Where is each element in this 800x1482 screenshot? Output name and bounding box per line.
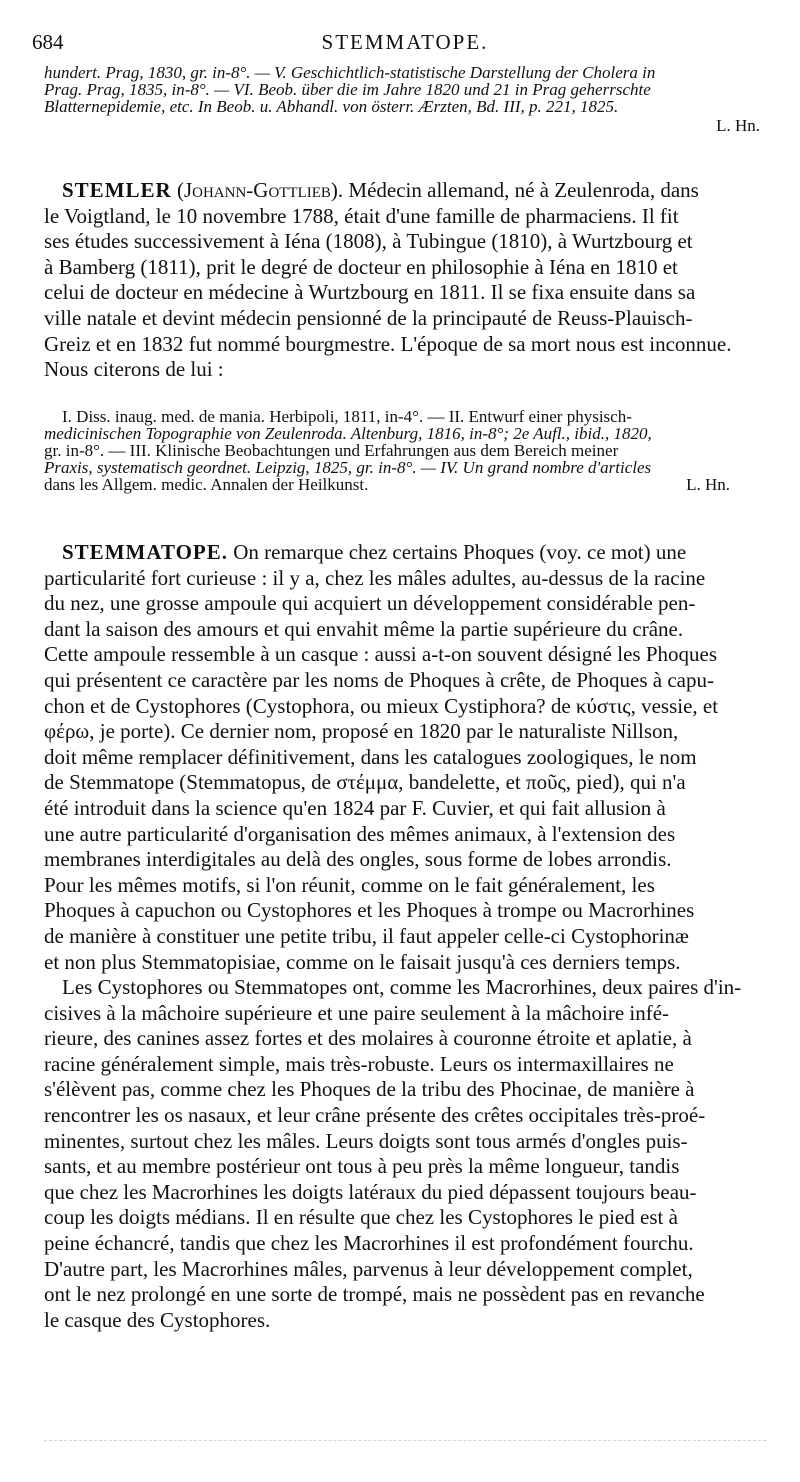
works-line: medicinischen Topographie von Zeulenroda. Altenburg, 1816, in-8°; 2e Aufl., ibid., 1820, xyxy=(44,424,652,443)
entry-text-line: du nez, une grosse ampoule qui acquiert un développement considérable pen- xyxy=(44,591,696,616)
entry-text-line: le Voigtland, le 10 novembre 1788, était d'une famille de pharmaciens. Il fit xyxy=(44,203,679,228)
entry-stemler xyxy=(44,178,766,383)
entry-text-line: été introduit dans la science qu'en 1824 par F. Cuvier, et qui fait allusion à xyxy=(44,795,666,820)
entry-text-line: ont le nez prolongé en une sorte de trompé, mais ne possèdent pas en revanche xyxy=(44,1282,705,1307)
running-title: STEMMATOPE. xyxy=(321,30,489,54)
dictionary-page xyxy=(32,0,766,1482)
entry-text-line: le casque des Cystophores. xyxy=(44,1307,271,1332)
entry-text-line: une autre particularité d'organisation des mêmes animaux, à l'extension des xyxy=(44,821,676,846)
page-bottom-rule xyxy=(44,1440,766,1443)
previous-entry-bibliography xyxy=(44,64,766,134)
entry-text-line: cisives à la mâchoire supérieure et une paire seulement à la mâchoire infé- xyxy=(44,1000,670,1025)
bibliography-line: Blatternepidemie, etc. In Beob. u. Abhandl. von österr. Ærzten, Bd. III, p. 221, 1825. xyxy=(44,97,619,116)
entry-text-line: racine généralement simple, mais très-robuste. Leurs os intermaxillaires ne xyxy=(44,1051,674,1076)
entry-text-line: s'élèvent pas, comme chez les Phoques de la tribu des Phocinae, de manière à xyxy=(44,1077,695,1102)
entry-text-line: minentes, surtout chez les mâles. Leurs doigts sont tous armés d'ongles puis- xyxy=(44,1128,688,1153)
entry-text-line: Nous citerons de lui : xyxy=(44,357,224,382)
entry-text-line: D'autre part, les Macrorhines mâles, parvenus à leur développement complet, xyxy=(44,1256,693,1281)
entry-text-line: particularité fort curieuse : il y a, chez les mâles adultes, au-dessus de la racine xyxy=(44,565,706,590)
author-signature: L. Hn. xyxy=(716,116,760,135)
entry-text-line: coup les doigts médians. Il en résulte que chez les Cystophores le pied est à xyxy=(44,1205,678,1230)
entry-text-line: sants, et au membre postérieur ont tous à peu près la même longueur, tandis xyxy=(44,1154,680,1179)
entry-forenames: (Johann-Gottlieb). xyxy=(176,178,344,202)
bibliography-line: hundert. Prag, 1830, gr. in-8°. — V. Geschichtlich-statistische Darstellung der Cholera in xyxy=(44,63,656,82)
page-header xyxy=(32,30,766,60)
entry-stemmatope xyxy=(44,540,766,1333)
entry-text-line: φέρω, je porte). Ce dernier nom, proposé en 1820 par le naturaliste Nillson, xyxy=(44,719,679,744)
entry-text-line: On remarque chez certains Phoques (voy. ce mot) une xyxy=(233,540,687,564)
entry-text-line: Cette ampoule ressemble à un casque : aussi a-t-on souvent désigné les Phoques xyxy=(44,642,718,667)
entry-text-line: peine échancré, tandis que chez les Macrorhines il est profondément fourchu. xyxy=(44,1231,694,1256)
works-line: gr. in-8°. — III. Klinische Beobachtungen und Erfahrungen aus dem Bereich meiner xyxy=(44,441,619,460)
entry-text-line: celui de docteur en médecine à Wurtzbourg en 1811. Il se fixa ensuite dans sa xyxy=(44,280,696,305)
entry-headword: STEMMATOPE. xyxy=(62,540,228,564)
entry-text-line: dant la saison des amours et qui envahit même la partie supérieure du crâne. xyxy=(44,616,684,641)
entry-text-line: ses études successivement à Iéna (1808), à Tubingue (1810), à Wurtzbourg et xyxy=(44,229,693,254)
works-line: I. Diss. inaug. med. de mania. Herbipoli, 1811, in-4°. — II. Entwurf einer physisch- xyxy=(62,407,632,426)
entry-text-line: ville natale et devint médecin pensionné de la principauté de Reuss-Plauisch- xyxy=(44,305,693,330)
entry-text-line: Phoques à capuchon ou Cystophores et les Phoques à trompe ou Macrorhines xyxy=(44,898,695,923)
entry-text-line: Les Cystophores ou Stemmatopes ont, comme les Macrorhines, deux paires d'in- xyxy=(62,975,742,1000)
entry-text-line: rencontrer les os nasaux, et leur crâne présente des crêtes occipitales très-proé- xyxy=(44,1103,706,1128)
entry-text-line: de Stemmatope (Stemmatopus, de στέμμα, bandelette, et ποῦς, pied), qui n'a xyxy=(44,770,686,795)
author-signature: L. Hn. xyxy=(686,475,730,494)
entry-text-line: Greiz et en 1832 fut nommé bourgmestre. L'époque de sa mort nous est inconnue. xyxy=(44,331,732,356)
entry-headword: STEMLER xyxy=(62,178,172,202)
stemler-works-list xyxy=(44,408,766,493)
entry-text-line: et non plus Stemmatopisiae, comme on le faisait jusqu'à ces derniers temps. xyxy=(44,949,681,974)
page-number: 684 xyxy=(32,30,64,54)
entry-text-line: doit même remplacer définitivement, dans les catalogues zoologiques, le nom xyxy=(44,744,697,769)
entry-text-line: chon et de Cystophores (Cystophora, ou mieux Cystiphora? de κύστις, vessie, et xyxy=(44,693,719,718)
entry-text-line: que chez les Macrorhines les doigts latéraux du pied dépassent toujours beau- xyxy=(44,1179,697,1204)
entry-text-line: à Bamberg (1811), prit le degré de docteur en philosophie à Iéna en 1810 et xyxy=(44,254,678,279)
entry-text-line: rieure, des canines assez fortes et des molaires à couronne étroite et aplatie, à xyxy=(44,1026,692,1051)
entry-text-line: Médecin allemand, né à Zeulenroda, dans xyxy=(348,178,699,202)
entry-text-line: de manière à constituer une petite tribu, il faut appeler celle-ci Cystophorinæ xyxy=(44,923,689,948)
bibliography-line: Prag. Prag, 1835, in-8°. — VI. Beob. über die im Jahre 1820 und 21 in Prag geherrschte xyxy=(44,80,651,99)
works-line: Praxis, systematisch geordnet. Leipzig, 1825, gr. in-8°. — IV. Un grand nombre d'articles xyxy=(44,458,652,477)
entry-text-line: membranes interdigitales au delà des ongles, sous forme de lobes arrondis. xyxy=(44,847,672,872)
entry-text-line: Pour les mêmes motifs, si l'on réunit, comme on le fait généralement, les xyxy=(44,872,655,897)
works-line: dans les Allgem. medic. Annalen der Heilkunst. xyxy=(44,475,369,494)
entry-text-line: qui présentent ce caractère par les noms de Phoques à crête, de Phoques à capu- xyxy=(44,667,714,692)
